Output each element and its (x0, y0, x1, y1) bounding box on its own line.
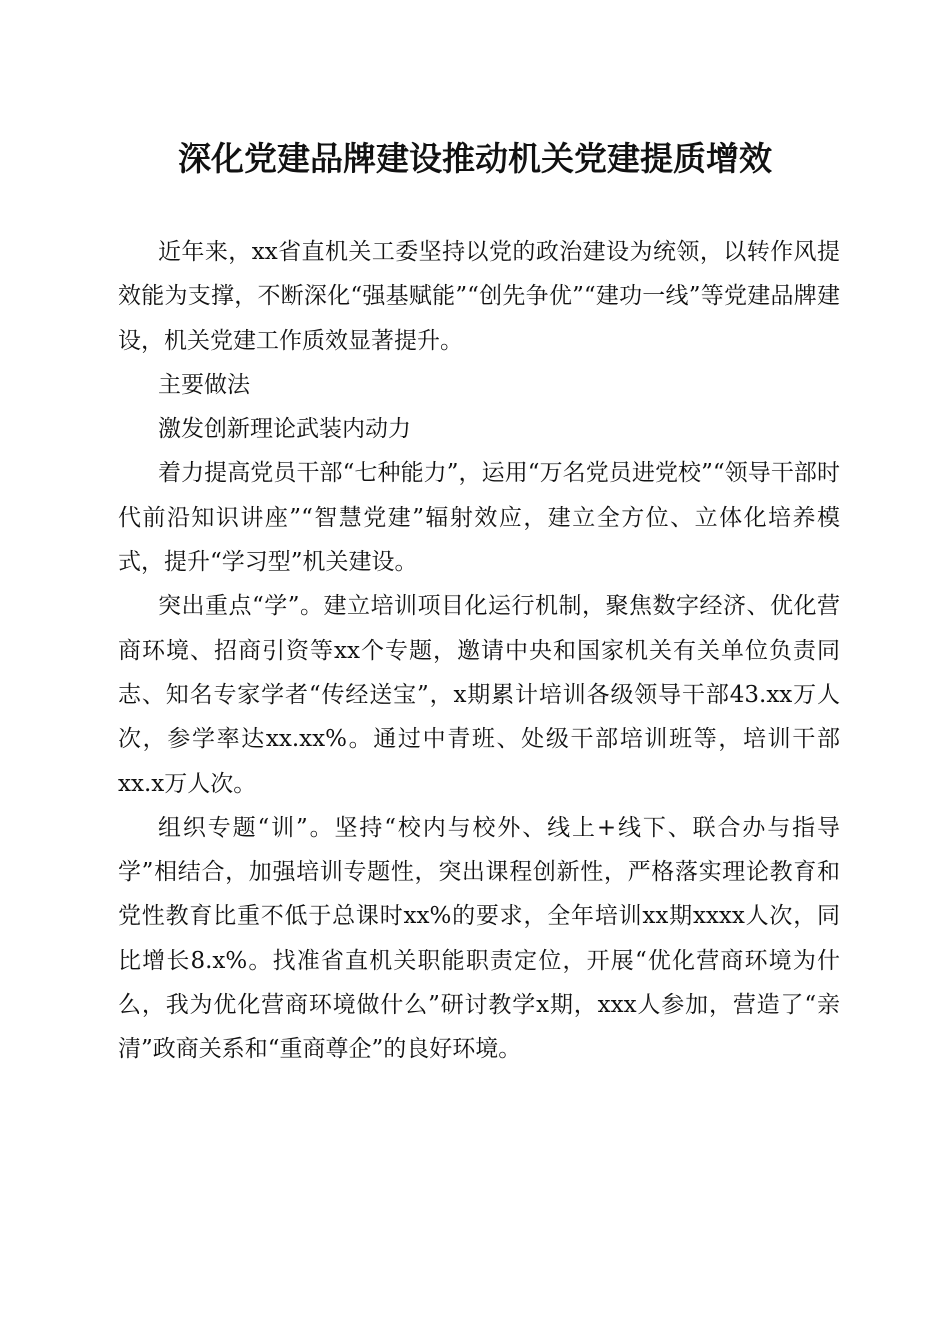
document-body (118, 230, 840, 1072)
paragraph-intro: 近年来，xx省直机关工委坚持以党的政治建设为统领，以转作风提效能为支撑，不断深化“强基赋能”“创先争优”“建功一线”等党建品牌建设，机关党建工作质效显著提升。 (118, 239, 840, 354)
subsection-heading: 激发创新理论武装内动力 (158, 416, 411, 443)
section-heading-main-practices: 主要做法 (158, 371, 250, 398)
document-title: 深化党建品牌建设推动机关党建提质增效 (178, 139, 772, 178)
paragraph-focus-learning: 突出重点“学”。建立培训项目化运行机制，聚焦数字经济、优化营商环境、招商引资等xx个专题，邀请中央和国家机关有关单位负责同志、知名专家学者“传经送宝”，x期累计培训各级领导干部43.xx万人次，参学率达xx.xx%。通过中青班、处级干部培训班等，培训干部xx.x万人次。 (118, 593, 840, 797)
paragraph-abilities: 着力提高党员干部“七种能力”，运用“万名党员进党校”“领导干部时代前沿知识讲座”“智慧党建”辐射效应，建立全方位、立体化培养模式，提升“学习型”机关建设。 (118, 460, 840, 576)
paragraph-special-training: 组织专题“训”。坚持“校内与校外、线上+线下、联合办与指导学”相结合，加强培训专题性，突出课程创新性，严格落实理论教育和党性教育比重不低于总课时xx%的要求，全年培训xx期xxxx人次，同比增长8.x%。找准省直机关职能职责定位，开展“优化营商环境为什么，我为优化营商环境做什么”研讨教学x期，xxx人参加，营造了“亲清”政商关系和“重商尊企”的良好环境。 (118, 814, 840, 1063)
